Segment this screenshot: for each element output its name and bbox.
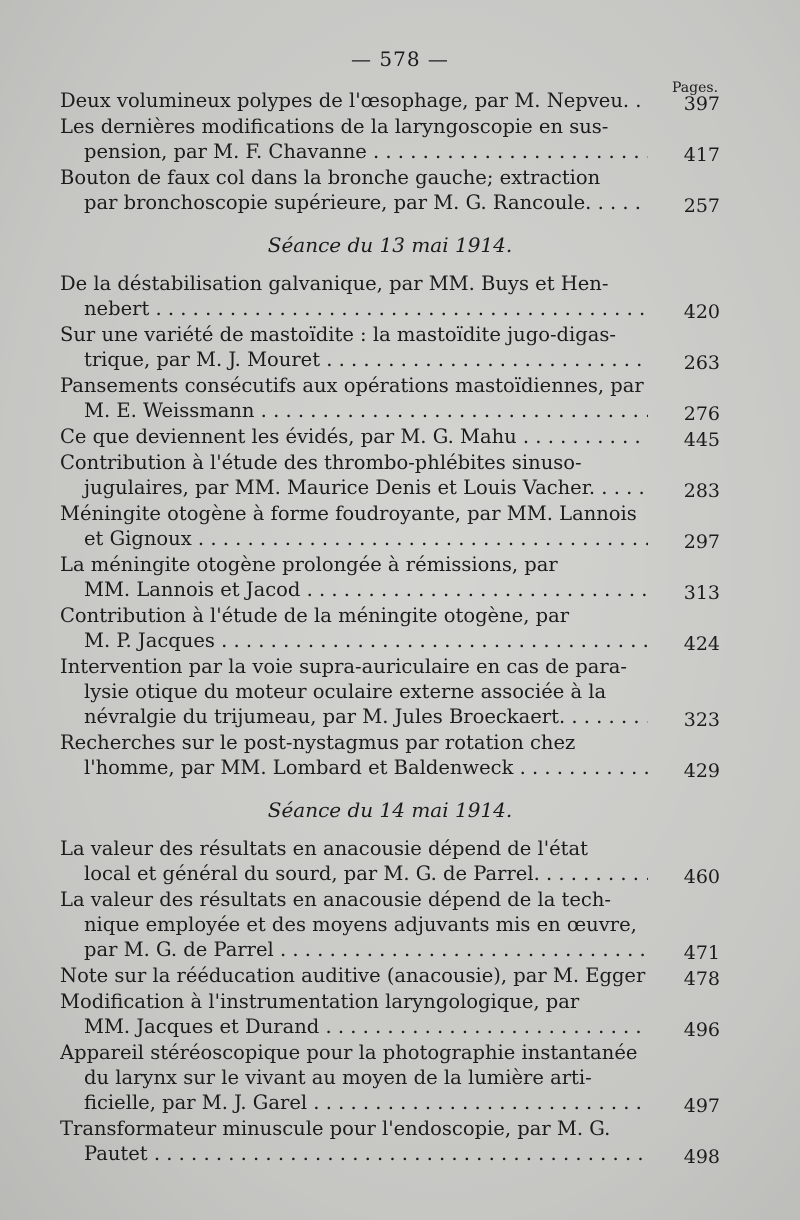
- entry-text-line: et Gignoux . . .: [60, 526, 648, 551]
- entry-text-line: par M. G. de Parrel . . .: [60, 937, 648, 962]
- entry-page-number: 283: [683, 480, 720, 502]
- toc-entry: [60, 654, 720, 729]
- toc-entry: [60, 114, 720, 164]
- entry-text-line: du larynx sur le vivant au moyen de la lumière arti-: [84, 1066, 592, 1089]
- entry-text-line: Deux volumineux polypes de l'œsophage, par M. Nepveu. . . .: [60, 88, 648, 113]
- entry-page-number: 323: [683, 709, 720, 731]
- entry-text-line: ficielle, par M. J. Garel . . .: [60, 1090, 648, 1115]
- entry-text-line: Bouton de faux col dans la bronche gauche; extraction: [60, 166, 601, 189]
- toc-entry: [60, 730, 720, 780]
- toc-entry: [60, 271, 720, 321]
- toc-entry: [60, 836, 720, 886]
- toc-entry: [60, 552, 720, 602]
- session-heading: Séance du 14 mai 1914.: [267, 798, 513, 822]
- toc-entry: [60, 603, 720, 653]
- entry-page-number: 417: [683, 144, 720, 166]
- toc-entry: [60, 887, 720, 962]
- entry-page-number: 257: [683, 195, 720, 217]
- entry-page-number: 496: [683, 1019, 720, 1041]
- entry-page-number: 276: [683, 403, 720, 425]
- toc-entry: [60, 963, 720, 988]
- pages-column-label: Pages.: [672, 80, 719, 96]
- entry-text-line: Intervention par la voie supra-auriculaire en cas de para-: [60, 655, 627, 678]
- entry-text-line: Méningite otogène à forme foudroyante, par MM. Lannois: [60, 502, 637, 525]
- toc-entry: [60, 88, 720, 113]
- entry-page-number: 497: [683, 1095, 720, 1117]
- entry-text-line: Ce que deviennent les évidés, par M. G. Mahu . . .: [60, 424, 648, 449]
- entry-page-number: 313: [683, 582, 720, 604]
- entry-text-line: Transformateur minuscule pour l'endoscopie, par M. G.: [60, 1117, 611, 1140]
- entry-text-line: De la déstabilisation galvanique, par MM. Buys et Hen-: [60, 272, 609, 295]
- entry-text-line: trique, par M. J. Mouret . . .: [60, 347, 648, 372]
- entry-text-line: nique employée et des moyens adjuvants mis en œuvre,: [84, 913, 637, 936]
- entry-text-line: Contribution à l'étude des thrombo-phlébites sinuso-: [60, 451, 582, 474]
- entry-text-line: Pautet . . .: [60, 1141, 648, 1166]
- toc-entry: [60, 322, 720, 372]
- entry-page-number: 424: [683, 633, 720, 655]
- entry-text-line: La méningite otogène prolongée à rémissions, par: [60, 553, 558, 576]
- entry-page-number: 460: [683, 866, 720, 888]
- toc-entry: [60, 989, 720, 1039]
- entry-text-line: par bronchoscopie supérieure, par M. G. Rancoule. . . .: [60, 190, 648, 215]
- session-heading: Séance du 13 mai 1914.: [267, 233, 513, 257]
- entry-text-line: jugulaires, par MM. Maurice Denis et Louis Vacher. . . .: [60, 475, 648, 500]
- entry-text-line: Appareil stéréoscopique pour la photographie instantanée: [60, 1041, 638, 1064]
- toc-entry: [60, 165, 720, 215]
- entry-text-line: Sur une variété de mastoïdite : la mastoïdite jugo-digas-: [60, 323, 616, 346]
- entry-page-number: 297: [683, 531, 720, 553]
- entry-text-line: MM. Jacques et Durand . . .: [60, 1014, 648, 1039]
- toc-entry: [60, 373, 720, 423]
- entry-page-number: 478: [683, 968, 720, 990]
- entry-text-line: MM. Lannois et Jacod . . .: [60, 577, 648, 602]
- entry-text-line: Modification à l'instrumentation laryngologique, par: [60, 990, 580, 1013]
- table-of-contents: [60, 88, 720, 1167]
- toc-entry: [60, 1116, 720, 1166]
- entry-text-line: névralgie du trijumeau, par M. Jules Broeckaert. . . .: [60, 704, 648, 729]
- entry-text-line: Pansements consécutifs aux opérations mastoïdiennes, par: [60, 374, 644, 397]
- entry-text-line: local et général du sourd, par M. G. de Parrel. . . .: [60, 861, 648, 886]
- entry-text-line: M. E. Weissmann . . .: [60, 398, 648, 423]
- toc-entry: [60, 1040, 720, 1115]
- entry-page-number: 498: [683, 1146, 720, 1168]
- entry-text-line: M. P. Jacques . . .: [60, 628, 648, 653]
- toc-entry: [60, 424, 720, 449]
- entry-text-line: pension, par M. F. Chavanne . . .: [60, 139, 648, 164]
- entry-text-line: Recherches sur le post-nystagmus par rotation chez: [60, 731, 576, 754]
- entry-text-line: nebert . . .: [60, 296, 648, 321]
- entry-text-line: Contribution à l'étude de la méningite otogène, par: [60, 604, 570, 627]
- entry-page-number: 420: [683, 301, 720, 323]
- entry-page-number: 445: [683, 429, 720, 451]
- entry-text-line: lysie otique du moteur oculaire externe associée à la: [84, 680, 607, 703]
- entry-text-line: La valeur des résultats en anacousie dépend de la tech-: [60, 888, 611, 911]
- entry-text-line: Note sur la rééducation auditive (anacousie), par M. Egger . . .: [60, 963, 648, 988]
- toc-entry: [60, 501, 720, 551]
- entry-page-number: 471: [683, 942, 720, 964]
- entry-page-number: 397: [683, 93, 720, 115]
- entry-text-line: Les dernières modifications de la laryngoscopie en sus-: [60, 115, 609, 138]
- entry-text-line: l'homme, par MM. Lombard et Baldenweck . . .: [60, 755, 648, 780]
- entry-text-line: La valeur des résultats en anacousie dépend de l'état: [60, 837, 588, 860]
- toc-entry: [60, 450, 720, 500]
- page-number: — 578 —: [351, 47, 449, 71]
- entry-page-number: 429: [683, 760, 720, 782]
- entry-page-number: 263: [683, 352, 720, 374]
